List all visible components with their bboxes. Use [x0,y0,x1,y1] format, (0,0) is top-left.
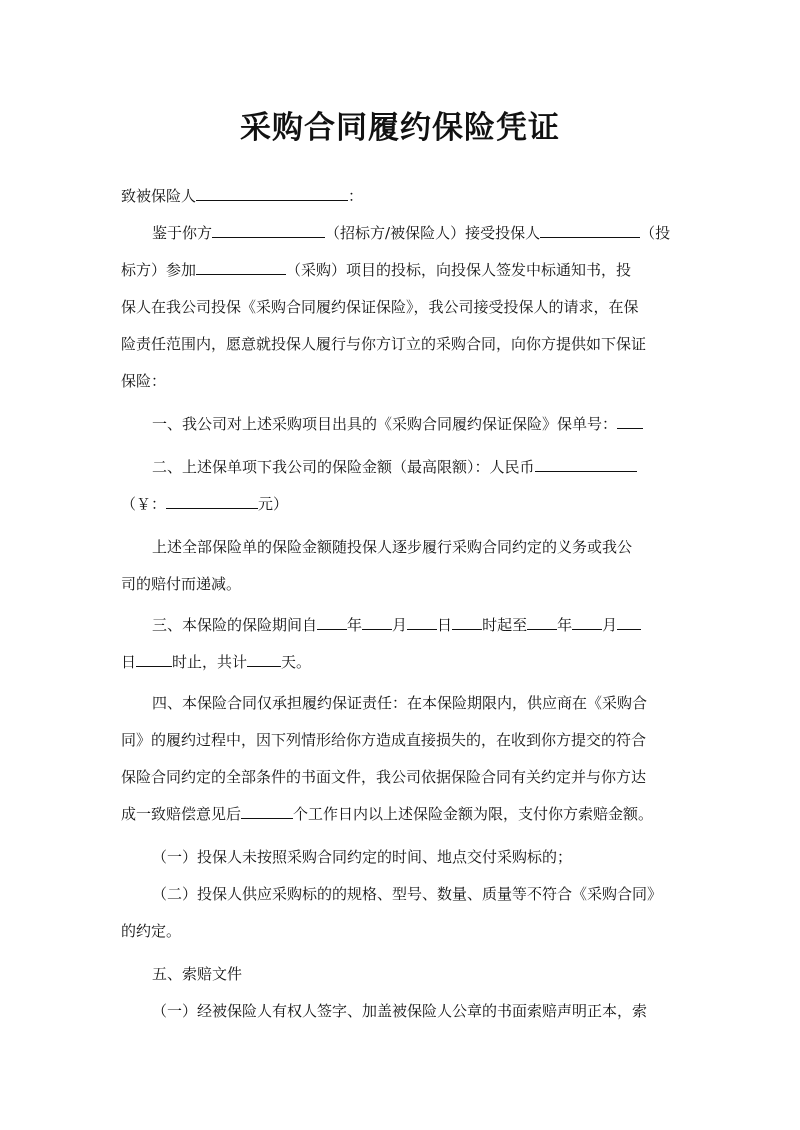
text-segment: 月 [602,616,618,634]
text-segment: 三、本保险的保险期间自 [152,616,318,634]
start-day-blank[interactable] [407,614,437,630]
end-hour-blank[interactable] [136,651,172,667]
amount-rmb-blank[interactable] [535,456,637,472]
text-segment: 日 [121,653,137,671]
text-segment: 时起至 [482,616,528,634]
clause-2-line [121,493,288,515]
addressee-label: 致被保险人 [121,187,197,205]
paragraph-line [121,259,631,281]
start-month-blank[interactable] [362,614,392,630]
paragraph-line [152,222,670,244]
clause-2-line [152,456,637,478]
text-segment: （投 [640,224,671,242]
paragraph-line: 保人在我公司投保《采购合同履约保证保险》，我公司接受投保人的请求，在保 [121,298,639,316]
document-title: 采购合同履约保险凭证 [240,110,560,146]
text-segment: 元） [258,495,289,513]
text-segment: 日 [437,616,453,634]
paragraph-line: 的约定。 [121,922,182,940]
clause-3-line [152,614,641,636]
text-segment: 二、上述保单项下我公司的保险金额（最高限额）：人民币 [152,458,535,476]
tenderer-blank[interactable] [212,222,325,238]
total-days-blank[interactable] [247,651,281,667]
addressee-colon: ： [348,187,364,205]
clause-5-heading: 五、索赔文件 [152,965,243,983]
paragraph-line: 上述全部保险单的保险金额随投保人逐步履行采购合同约定的义务或我公 [152,538,633,556]
paragraph-line: 同》的履约过程中，因下列情形给你方造成直接损失的，在收到你方提交的符合 [121,731,647,749]
text-segment: （招标方/被保险人）接受投保人 [325,224,541,242]
text-segment: 年 [557,616,573,634]
paragraph-line: 保险合同约定的全部条件的书面文件，我公司依据保险合同有关约定并与你方达 [121,768,647,786]
amount-yuan-blank[interactable] [166,493,258,509]
sub-clause-line: （二）投保人供应采购标的的规格、型号、数量、质量等不符合《采购合同》 [152,885,663,903]
text-segment: 个工作日内以上述保险金额为限，支付你方索赔金额。 [293,805,654,823]
clause-4-line: 四、本保险合同仅承担履约保证责任：在本保险期限内，供应商在《采购合 [152,694,648,712]
text-segment: 鉴于你方 [152,224,213,242]
end-year-blank[interactable] [527,614,557,630]
text-segment: 时止，共计 [172,653,248,671]
start-hour-blank[interactable] [452,614,482,630]
text-segment: 年 [347,616,363,634]
addressee-blank[interactable] [196,185,348,201]
end-month-blank[interactable] [572,614,602,630]
paragraph-line: 险责任范围内，愿意就投保人履行与你方订立的采购合同，向你方提供如下保证 [121,335,647,353]
policy-number-blank[interactable] [617,413,643,429]
working-days-blank[interactable] [241,803,293,819]
text-segment: 标方）参加 [121,261,197,279]
text-segment: （￥： [121,495,167,513]
start-year-blank[interactable] [317,614,347,630]
applicant-blank[interactable] [540,222,640,238]
clause-3-line [121,651,311,673]
text-segment: （采购）项目的投标，向投保人签发中标通知书，投 [286,261,632,279]
end-day-blank-part[interactable] [617,614,641,630]
addressee-line [121,185,363,207]
project-blank[interactable] [196,259,286,275]
paragraph-line: 司的赔付而递减。 [121,575,242,593]
sub-clause-line: （一）投保人未按照采购合同约定的时间、地点交付采购标的； [152,848,573,866]
paragraph-line [121,803,653,825]
text-segment: 月 [392,616,408,634]
clause-1-line [152,413,643,435]
text-segment: 一、我公司对上述采购项目出具的《采购合同履约保证保险》保单号： [152,415,618,433]
sub-clause-line: （一）经被保险人有权人签字、加盖被保险人公章的书面索赔声明正本，索 [152,1002,648,1020]
paragraph-line: 保险： [121,372,167,390]
text-segment: 成一致赔偿意见后 [121,805,242,823]
text-segment: 天。 [281,653,312,671]
